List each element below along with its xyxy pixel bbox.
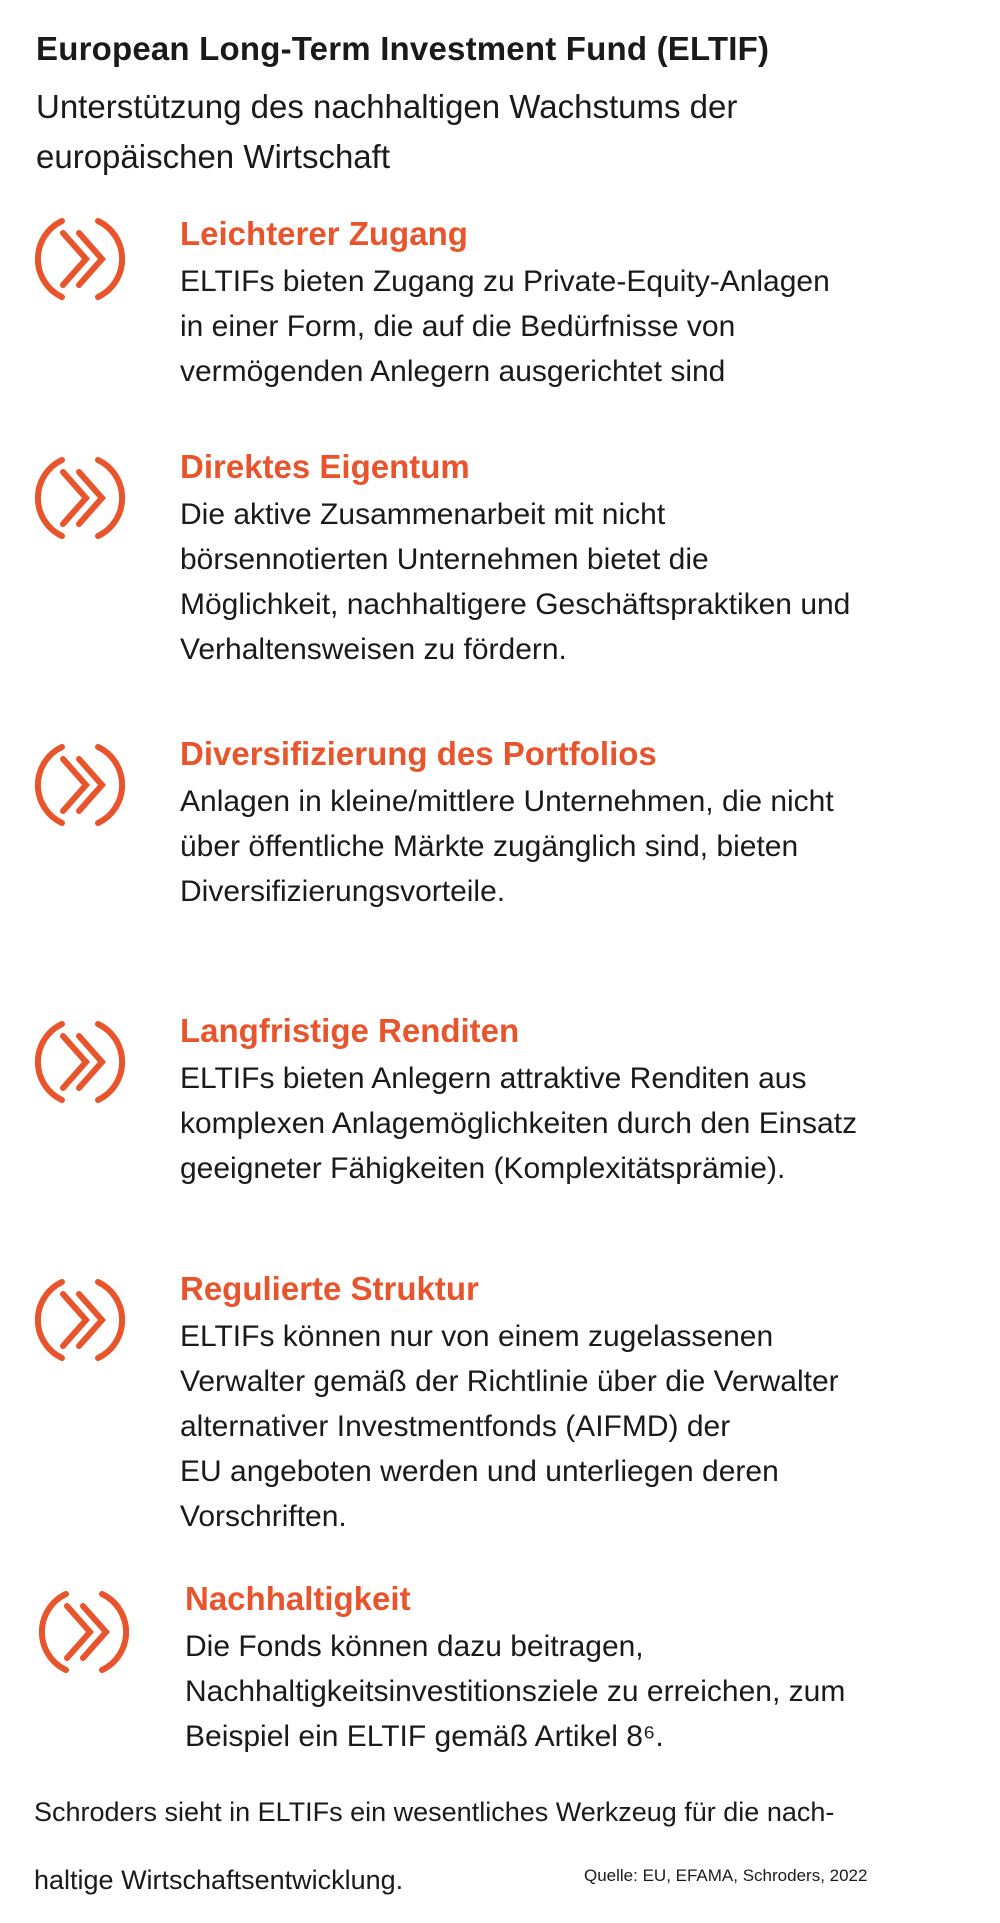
feature-description: ELTIFs bieten Zugang zu Private-Equity-Anlagen in einer Form, die auf die Bedürfnisse von vermögenden Anlegern ausgerichtet sind [180,265,830,388]
double-chevron-circle-icon [34,1582,134,1682]
double-chevron-circle-icon [30,448,130,548]
source-note: Quelle: EU, EFAMA, Schroders, 2022 [584,1866,868,1885]
footer-statement: Schroders sieht in ELTIFs ein wesentliches Werkzeug für die nach- haltige Wirtschaftsentwicklung. [34,1797,835,1895]
feature-description: Anlagen in kleine/mittlere Unternehmen, die nicht über öffentliche Märkte zugänglich sind, bieten Diversifizierungsvorteile. [180,785,834,908]
page-title: European Long-Term Investment Fund (ELTIF) [36,30,770,67]
feature-heading: Direktes Eigentum [180,448,470,485]
feature-heading: Leichterer Zugang [180,215,468,252]
double-chevron-circle-icon [30,1012,130,1112]
feature-heading: Langfristige Renditen [180,1012,520,1049]
double-chevron-circle-icon [30,209,130,309]
feature-heading: Regulierte Struktur [180,1270,479,1307]
double-chevron-circle-icon [30,1270,130,1370]
feature-heading: Nachhaltigkeit [185,1580,411,1617]
feature-description: ELTIFs können nur von einem zugelassenen Verwalter gemäß der Richtlinie über die Verwalter alternativer Investmentfonds (AIFMD) der EU angeboten werden und unterliegen deren Vorschriften. [180,1320,839,1533]
feature-heading: Diversifizierung des Portfolios [180,735,657,772]
page-subtitle: Unterstützung des nachhaltigen Wachstums der europäischen Wirtschaft [36,88,738,175]
feature-description: Die Fonds können dazu beitragen, Nachhaltigkeitsinvestitionsziele zu erreichen, zum Beispiel ein ELTIF gemäß Artikel 8⁶. [185,1630,846,1753]
feature-description: ELTIFs bieten Anlegern attraktive Renditen aus komplexen Anlagemöglichkeiten durch den Einsatz geeigneter Fähigkeiten (Komplexitätsprämie). [180,1062,858,1185]
feature-description: Die aktive Zusammenarbeit mit nicht börsennotierten Unternehmen bietet die Möglichkeit, nachhaltigere Geschäftspraktiken und Verhaltensweisen zu fördern. [180,498,851,666]
double-chevron-circle-icon [30,735,130,835]
